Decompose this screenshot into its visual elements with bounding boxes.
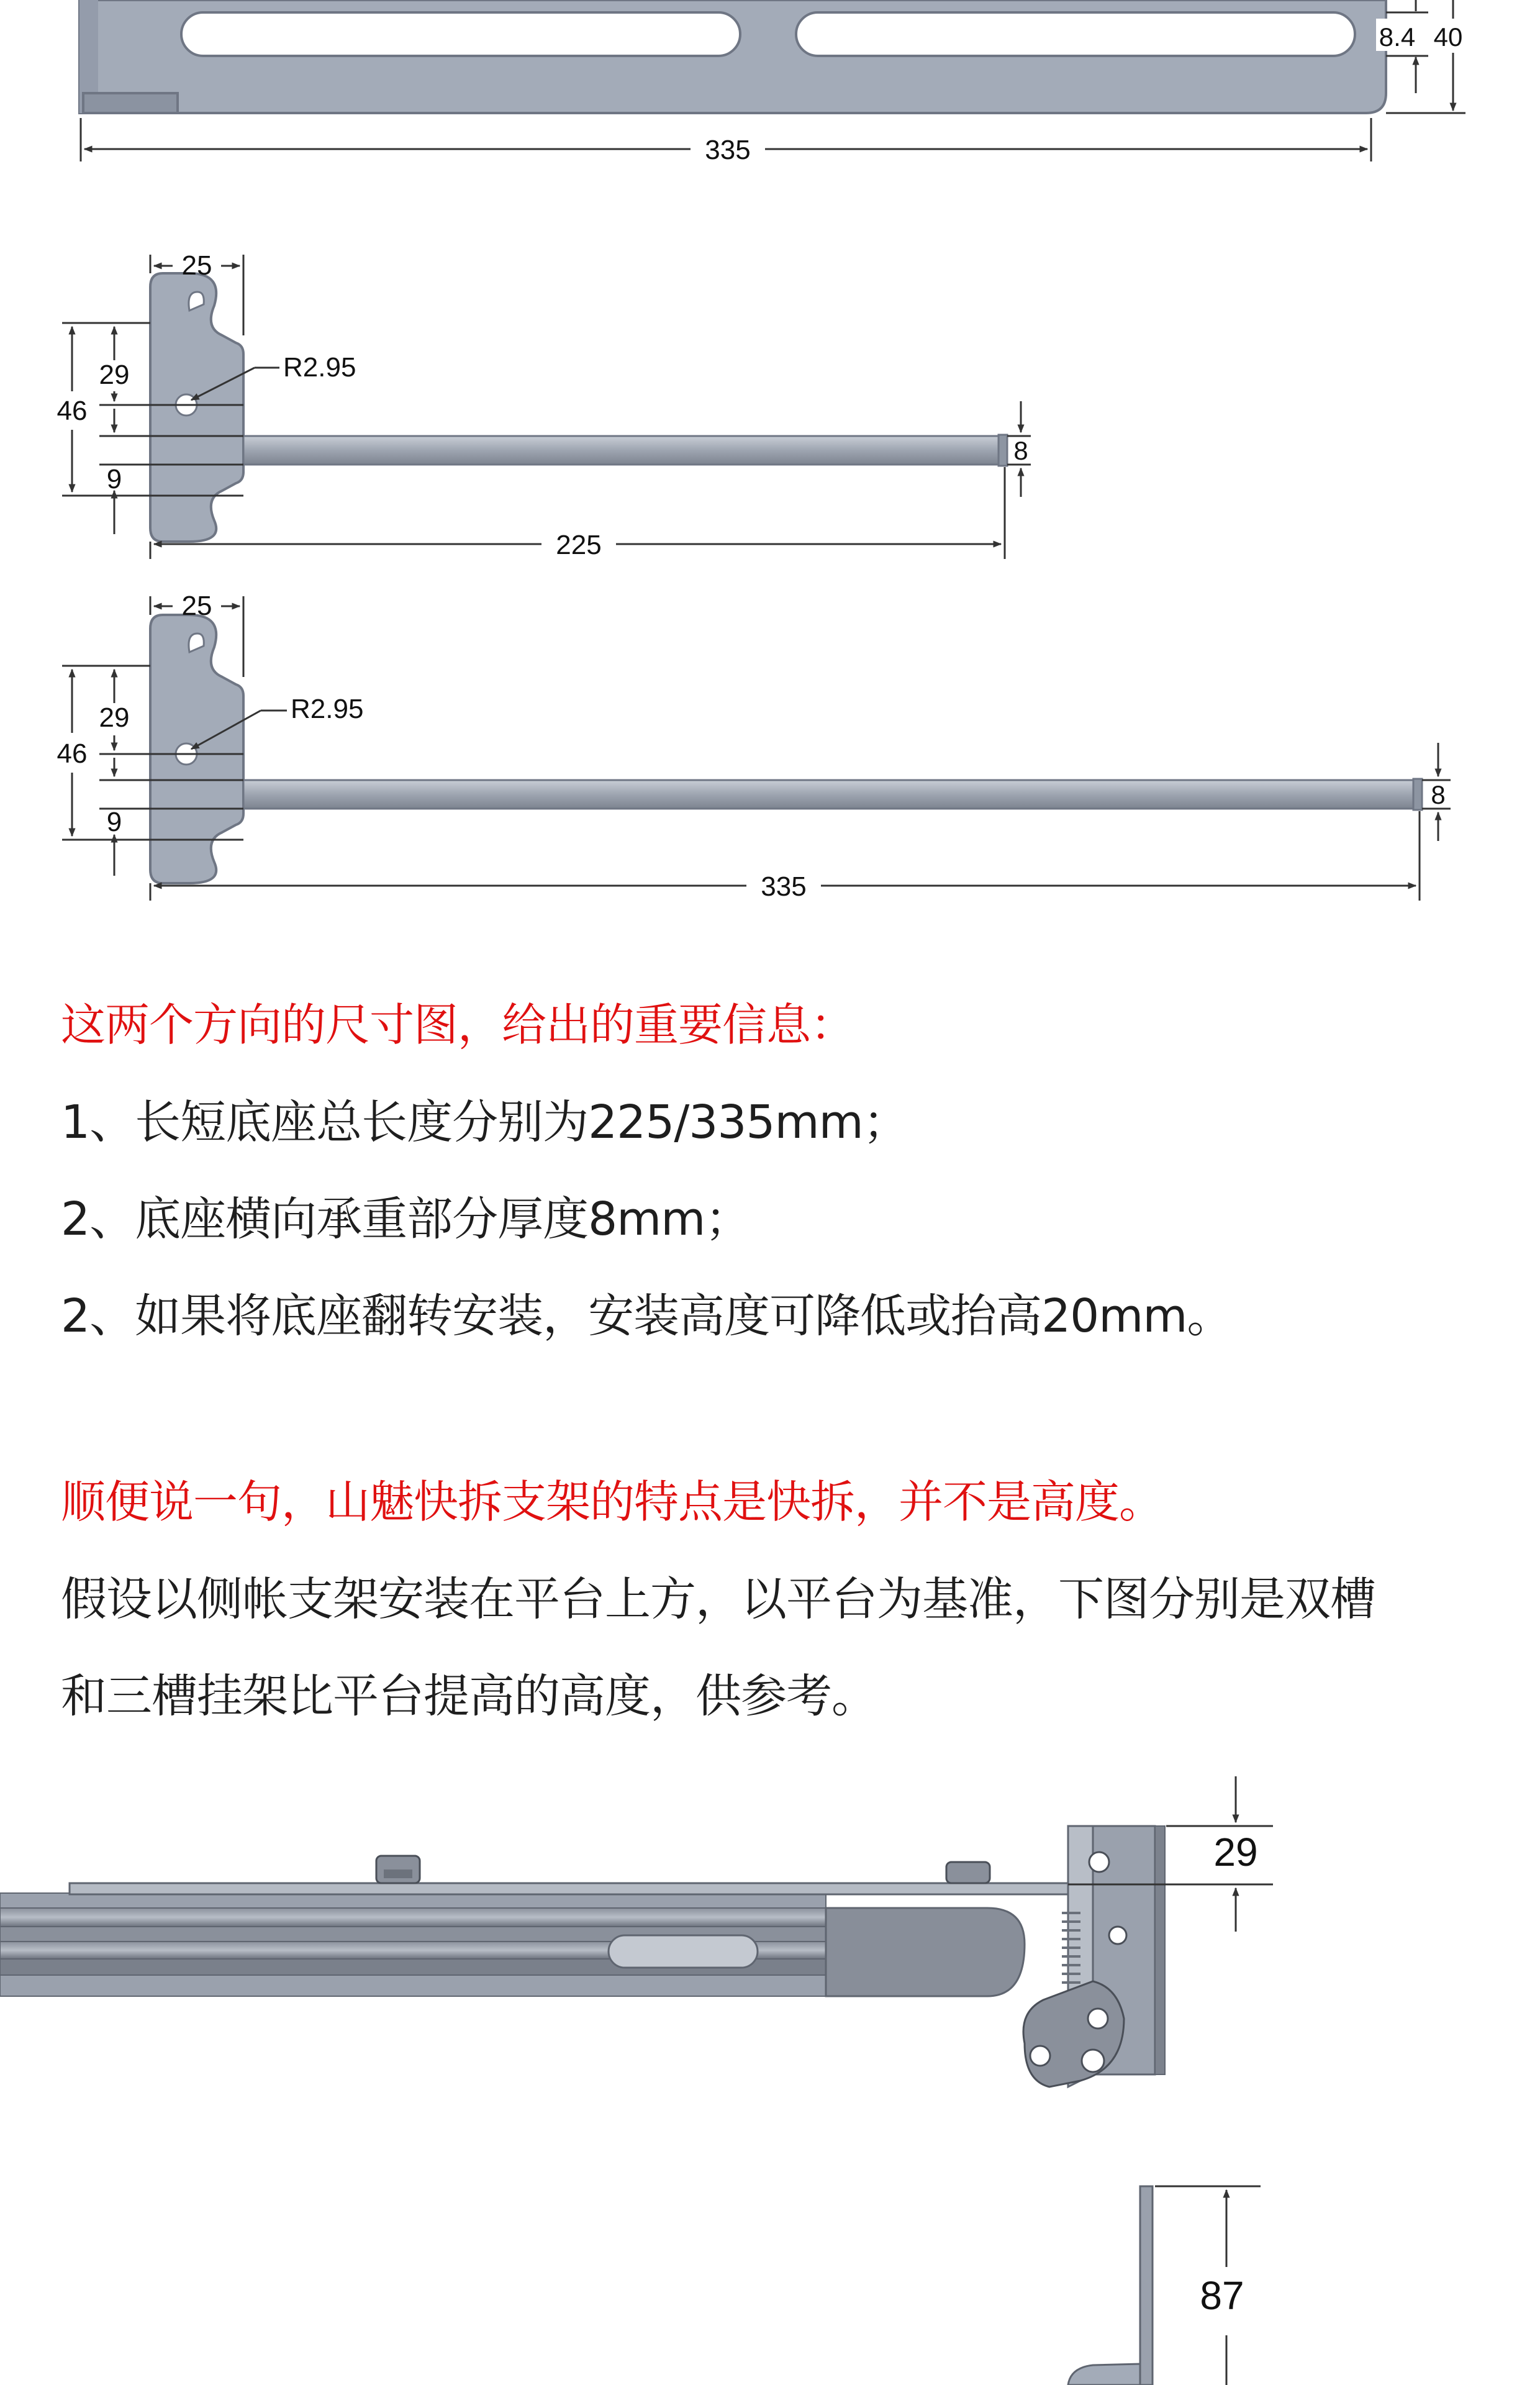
description-line-1: 假设以侧帐支架安装在平台上方，以平台为基准，下图分别是双槽 [61,1573,1375,1626]
long-length-dim: 335 [761,871,807,902]
short-radius-dim: R2.95 [283,352,356,383]
short-width-dim: 25 [181,250,212,281]
long-base-head [150,615,243,883]
long-upper-dim: 29 [99,702,130,733]
double-slot-inner-rail [609,1935,758,1968]
short-lower-dim: 9 [106,464,122,494]
top-plate-slot-right [796,12,1355,56]
short-thickness-dim: 8 [1013,436,1028,465]
feature-heading: 顺便说一句，山魅快拆支架的特点是快拆，并不是高度。 [61,1476,1164,1528]
note-item-3: 2、如果将底座翻转安装，安装高度可降低或抬高20mm。 [61,1289,1233,1343]
double-slot-bolt-right [946,1862,990,1883]
long-base-arm [243,780,1417,809]
long-base-drawing [57,591,1451,902]
top-plate-drawing [79,0,1465,165]
top-height-dim: 40 [1433,22,1463,52]
short-base-drawing [57,250,1031,560]
double-slot-height-dim: 29 [1213,1830,1258,1874]
short-total-dim: 46 [57,396,88,426]
short-length-dim: 225 [556,530,602,560]
description-line-2: 和三槽挂架比平台提高的高度，供参考。 [61,1670,877,1723]
long-total-dim: 46 [57,738,88,769]
top-slot-gap-dim: 8.4 [1379,22,1416,52]
triple-slot-assembly [1068,2186,1261,2385]
top-plate-slot-left [181,12,740,56]
short-upper-dim: 29 [99,360,130,390]
long-thickness-dim: 8 [1431,780,1446,809]
long-width-dim: 25 [181,591,212,621]
double-slot-assembly [0,1776,1273,2087]
note-item-2: 2、底座横向承重部分厚度8mm； [61,1192,751,1246]
triple-slot-bracket [1140,2186,1153,2385]
short-base-arm [243,436,1002,465]
note-item-1: 1、长短底座总长度分别为225/335mm； [61,1096,908,1149]
dimension-notes-heading: 这两个方向的尺寸图，给出的重要信息： [61,999,855,1051]
long-lower-dim: 9 [106,807,122,837]
top-plate-tab [83,93,178,113]
double-slot-platform-plate [70,1883,1087,1894]
long-radius-dim: R2.95 [291,694,364,724]
top-length-dim: 335 [705,135,751,165]
triple-slot-height-dim: 87 [1200,2273,1244,2318]
